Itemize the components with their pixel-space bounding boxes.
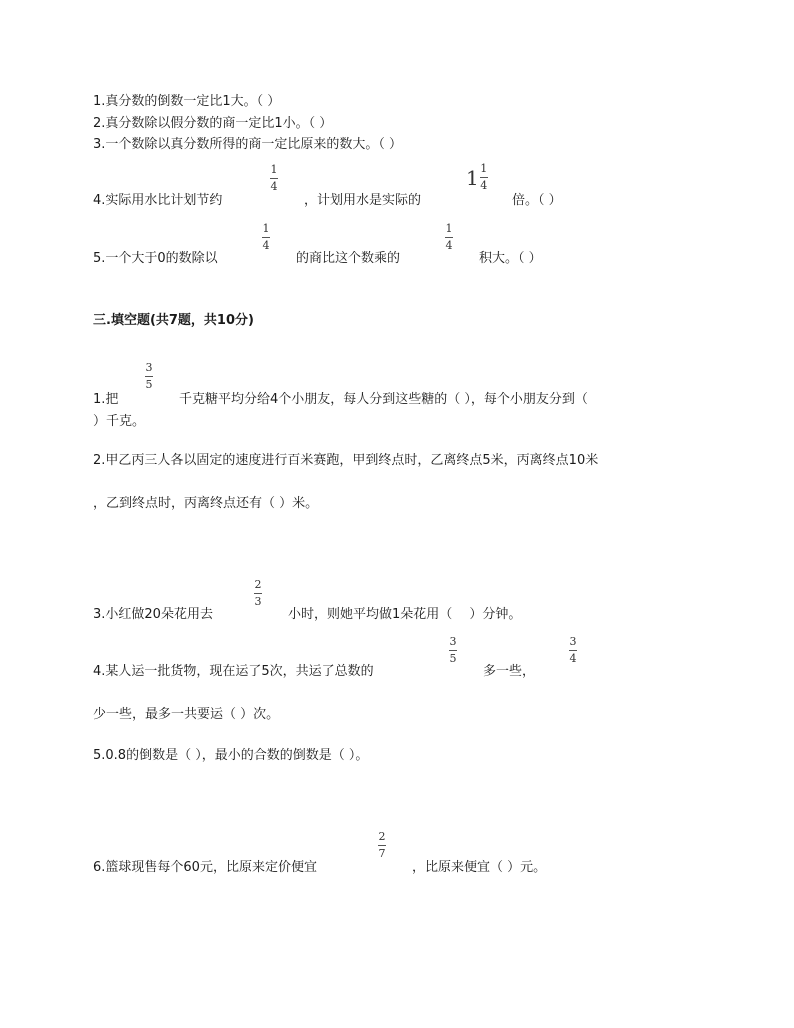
judgement-question-1: 1.真分数的倒数一定比1大。（ ）: [93, 94, 281, 109]
q4-text-part2: ，计划用水是实际的: [304, 193, 422, 208]
fq1-text-part1: 1.把: [93, 392, 119, 407]
fraction-three-quarters: 3 4: [569, 635, 577, 665]
q5-text-part1: 5.一个大于0的数除以: [93, 251, 218, 266]
fq3-text-part2: 小时，则她平均做1朵花用（ ）分钟。: [288, 607, 522, 622]
fraction-two-sevenths: 2 7: [378, 830, 386, 860]
fq4-text-part2: 多一些，: [483, 664, 536, 679]
fill-question-2-line1: 2.甲乙丙三人各以固定的速度进行百米赛跑，甲到终点时，乙离终点5米，丙离终点10米: [93, 453, 599, 468]
fraction-three-fifths: 3 5: [449, 635, 457, 665]
fq3-text-part1: 3.小红做20朵花用去: [93, 607, 213, 622]
q5-text-part2: 的商比这个数乘的: [296, 251, 401, 266]
fq6-text-part2: ，比原来便宜（ ）元。: [412, 860, 547, 875]
fraction-one-quarter: 1 4: [445, 222, 453, 252]
fq1-text-part3: ）千克。: [93, 414, 146, 429]
q4-text-part1: 4.实际用水比计划节约: [93, 193, 223, 208]
fq6-text-part1: 6.篮球现售每个60元，比原来定价便宜: [93, 860, 317, 875]
fraction-three-fifths: 3 5: [145, 361, 153, 391]
q4-text-part3: 倍。（ ）: [512, 193, 562, 208]
section-heading: 三.填空题(共7题，共10分): [93, 313, 254, 328]
fraction-one-quarter: 1 4: [262, 222, 270, 252]
fraction-two-thirds: 2 3: [254, 578, 262, 608]
fill-question-5: 5.0.8的倒数是（ ），最小的合数的倒数是（ ）。: [93, 748, 369, 763]
fq1-text-part2: 千克糖平均分给4个小朋友，每人分到这些糖的（ ），每个小朋友分到（: [179, 392, 588, 407]
judgement-question-2: 2.真分数除以假分数的商一定比1小。（ ）: [93, 116, 333, 131]
fraction-one-quarter: 1 4: [270, 163, 278, 193]
mixed-number-one-and-quarter: 1 $\frac{1}{4}$: [466, 162, 488, 192]
fill-question-2-line2: ，乙到终点时，丙离终点还有（ ）米。: [93, 496, 319, 511]
q5-text-part3: 积大。（ ）: [479, 251, 542, 266]
judgement-question-3: 3.一个数除以真分数所得的商一定比原来的数大。（ ）: [93, 137, 403, 152]
fq4-text-line2: 少一些，最多一共要运（ ）次。: [93, 707, 280, 722]
fq4-text-part1: 4.某人运一批货物，现在运了5次，共运了总数的: [93, 664, 374, 679]
